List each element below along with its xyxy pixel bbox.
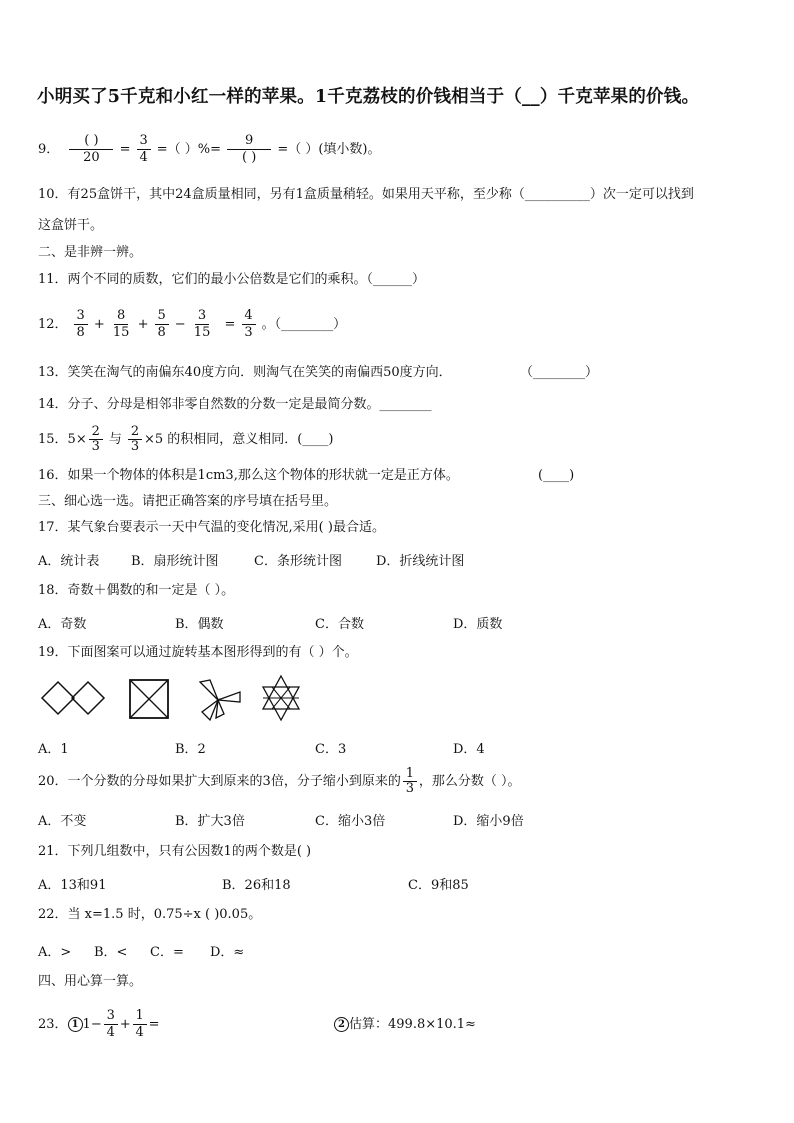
figure-two-squares-icon — [40, 676, 106, 718]
q22-option-b[interactable]: B．< — [94, 945, 128, 960]
circled-number-2: 2 — [334, 1017, 349, 1032]
question-17: 17．某气象台要表示一天中气温的变化情况,采用( )最合适。 — [38, 520, 385, 535]
question-11: 11．两个不同的质数，它们的最小公倍数是它们的乘积。（______） — [38, 272, 426, 287]
fraction-9-over-blank: $\frac{9}{( )}$ — [227, 133, 271, 166]
question-19: 19．下面图案可以通过旋转基本图形得到的有（ ）个。 — [38, 645, 358, 660]
question-9-number: 9． — [38, 142, 60, 157]
q22-option-c[interactable]: C．= — [150, 945, 184, 960]
fraction-1-4: $\frac{1}{4}$ — [133, 1008, 147, 1041]
question-10-line-1: 10．有25盒饼干，其中24盒质量相同，另有1盒质量稍轻。如果用天平称，至少称（__________）次一定可以找到 — [38, 187, 694, 202]
question-23-part-1: 23． 1 1− $\frac{3}{4}$ + $\frac{1}{4}$ = — [38, 1008, 160, 1040]
q18-option-c[interactable]: C．合数 — [315, 617, 364, 632]
q17-option-d[interactable]: D．折线统计图 — [376, 554, 465, 569]
q21-option-a[interactable]: A．13和91 — [38, 878, 107, 893]
figure-square-with-diagonals-icon — [128, 678, 170, 720]
fraction-2-3: $\frac{2}{3}$ — [89, 425, 103, 454]
q21-option-b[interactable]: B．26和18 — [222, 878, 291, 893]
question-23-part-2: 2 估算：499.8×10.1≈ — [334, 1016, 476, 1034]
section-3-heading: 三、细心选一选。请把正确答案的序号填在括号里。 — [38, 494, 338, 509]
q18-option-b[interactable]: B．偶数 — [175, 617, 224, 632]
question-10-line-2: 这盒饼干。 — [38, 218, 104, 233]
fraction-4-3: $\frac{4}{3}$ — [242, 308, 256, 341]
q20-option-b[interactable]: B．扩大3倍 — [175, 814, 245, 829]
q19-option-b[interactable]: B．2 — [175, 742, 206, 757]
fraction-8-15: $\frac{8}{15}$ — [112, 308, 130, 340]
figure-pinwheel-icon — [194, 678, 244, 722]
question-15: 15．5× $\frac{2}{3}$ 与 $\frac{2}{3}$ ×5 的积相同，意义相同．(____) — [38, 424, 334, 454]
q20-option-d[interactable]: D．缩小9倍 — [453, 814, 524, 829]
figure-hexagram-star-icon — [258, 674, 304, 722]
question-9: 9． $\frac{( )}{20}$ = $\frac{3}{4}$ =（ ）%= $\frac{9}{( )}$ =（ ）(填小数)。 — [38, 133, 381, 165]
q22-option-d[interactable]: D．≈ — [210, 945, 245, 960]
question-22: 22．当 x=1.5 时，0.75÷x ( )0.05。 — [38, 907, 262, 922]
q20-option-a[interactable]: A．不变 — [38, 814, 87, 829]
q22-option-a[interactable]: A．> — [38, 945, 72, 960]
question-16: 16．如果一个物体的体积是1cm3,那么这个物体的形状就一定是正方体。 — [38, 468, 459, 483]
q17-option-a[interactable]: A．统计表 — [38, 554, 100, 569]
question-14: 14．分子、分母是相邻非零自然数的分数一定是最简分数。________ — [38, 397, 432, 412]
fraction-3-15: $\frac{3}{15}$ — [193, 308, 211, 340]
question-20: 20．一个分数的分母如果扩大到原来的3倍，分子缩小到原来的 $\frac{1}{3}$ ，那么分数（ ）。 — [38, 766, 521, 796]
fraction-3-8: $\frac{3}{8}$ — [74, 308, 88, 341]
q19-option-d[interactable]: D．4 — [453, 742, 485, 757]
question-18: 18．奇数＋偶数的和一定是（ ）。 — [38, 583, 235, 598]
fraction-blank-over-20: $\frac{( )}{20}$ — [69, 133, 113, 166]
fraction-3-4: $\frac{3}{4}$ — [104, 1008, 118, 1041]
question-21: 21．下列几组数中，只有公因数1的两个数是( ) — [38, 844, 312, 859]
fraction-2-3-second: $\frac{2}{3}$ — [128, 425, 142, 454]
fraction-5-8: $\frac{5}{8}$ — [155, 308, 169, 341]
section-4-heading: 四、用心算一算。 — [38, 974, 143, 989]
section-2-heading: 二、是非辨一辨。 — [38, 245, 143, 260]
question-13: 13．笑笑在淘气的南偏东40度方向．则淘气在笑笑的南偏西50度方向． — [38, 365, 452, 380]
q18-option-d[interactable]: D．质数 — [453, 617, 503, 632]
question-13-answer-blank[interactable]: （________） — [520, 365, 599, 380]
question-16-answer-blank[interactable]: (____) — [538, 468, 575, 483]
fraction-3-4: $\frac{3}{4}$ — [137, 133, 151, 166]
q19-option-a[interactable]: A．1 — [38, 742, 69, 757]
q17-option-b[interactable]: B．扇形统计图 — [131, 554, 219, 569]
fraction-1-3: $\frac{1}{3}$ — [403, 767, 417, 796]
q21-option-c[interactable]: C．9和85 — [408, 878, 469, 893]
q18-option-a[interactable]: A．奇数 — [38, 617, 87, 632]
q20-option-c[interactable]: C．缩小3倍 — [315, 814, 386, 829]
circled-number-1: 1 — [68, 1017, 83, 1032]
q19-option-c[interactable]: C．3 — [315, 742, 347, 757]
question-8-text: 小明买了5千克和小红一样的苹果。1千克荔枝的价钱相当于（__）千克苹果的价钱。 — [37, 87, 700, 107]
question-12: 12． $\frac{3}{8}$ + $\frac{8}{15}$ + $\frac{5}{8}$ − $\frac{3}{15}$ = $\frac{4}{3}$ 。（________） — [38, 308, 347, 340]
q17-option-c[interactable]: C．条形统计图 — [254, 554, 342, 569]
